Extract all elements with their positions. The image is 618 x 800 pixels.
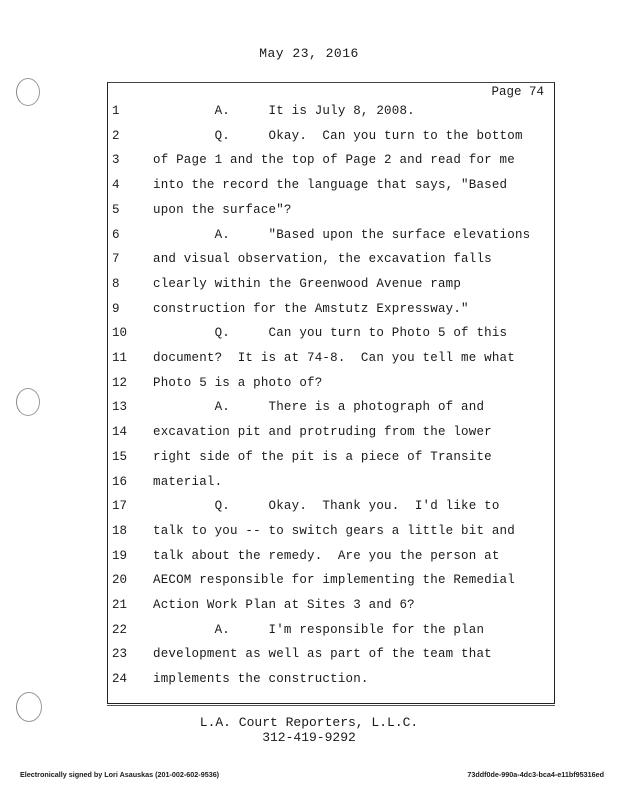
page-number: Page 74 [491,85,544,99]
transcript-line: clearly within the Greenwood Avenue ramp [153,277,462,291]
transcript-line: A. There is a photograph of and [153,400,485,414]
line-number: 12 [112,376,128,390]
line-number: 6 [112,228,120,242]
transcript-line: Action Work Plan at Sites 3 and 6? [153,598,415,612]
reporter-phone: 312-419-9292 [262,730,356,745]
transcript-line: material. [153,475,223,489]
electronic-signature: Electronically signed by Lori Asauskas (201-002-602-9536) [20,770,220,779]
transcript-line: Q. Okay. Can you turn to the bottom [153,129,523,143]
transcript-line: AECOM responsible for implementing the Remedial [153,573,515,587]
transcript-line: A. It is July 8, 2008. [153,104,415,118]
transcript-line: excavation pit and protruding from the lower [153,425,492,439]
transcript-line: upon the surface"? [153,203,292,217]
transcript-line: and visual observation, the excavation falls [153,252,492,266]
transcript-line: talk about the remedy. Are you the person at [153,549,500,563]
line-number: 5 [112,203,120,217]
line-number: 16 [112,475,128,489]
line-number: 20 [112,573,128,587]
line-number: 18 [112,524,128,538]
line-number: 2 [112,129,120,143]
frame-bottom-rule [107,705,555,706]
line-number: 1 [112,104,120,118]
transcript-line: implements the construction. [153,672,369,686]
document-hash: 73ddf0de-990a-4dc3-bca4-e11bf95316ed [467,770,604,779]
transcript-line: Q. Okay. Thank you. I'd like to [153,499,500,513]
transcript-line: development as well as part of the team that [153,647,492,661]
transcript-line: of Page 1 and the top of Page 2 and read for me [153,153,515,167]
line-number: 13 [112,400,128,414]
line-number: 11 [112,351,128,365]
line-number: 10 [112,326,128,340]
transcript-line: Q. Can you turn to Photo 5 of this [153,326,508,340]
line-number: 19 [112,549,128,563]
line-number: 17 [112,499,128,513]
line-number: 4 [112,178,120,192]
line-number: 24 [112,672,128,686]
line-number: 22 [112,623,128,637]
line-number: 9 [112,302,120,316]
transcript-line: into the record the language that says, "Based [153,178,508,192]
line-number: 8 [112,277,120,291]
line-number: 14 [112,425,128,439]
line-number: 21 [112,598,128,612]
line-number: 7 [112,252,120,266]
punch-hole-top [16,78,40,106]
line-number: 23 [112,647,128,661]
transcript-line: A. "Based upon the surface elevations [153,228,531,242]
transcript-line: construction for the Amstutz Expressway." [153,302,469,316]
line-number: 3 [112,153,120,167]
reporter-name: L.A. Court Reporters, L.L.C. [199,715,419,730]
transcript-line: A. I'm responsible for the plan [153,623,485,637]
transcript-line: Photo 5 is a photo of? [153,376,323,390]
transcript-line: talk to you -- to switch gears a little bit and [153,524,515,538]
line-number: 15 [112,450,128,464]
deposition-date: May 23, 2016 [259,46,359,61]
transcript-line: document? It is at 74-8. Can you tell me what [153,351,515,365]
transcript-line: right side of the pit is a piece of Transite [153,450,492,464]
punch-hole-middle [16,388,40,416]
